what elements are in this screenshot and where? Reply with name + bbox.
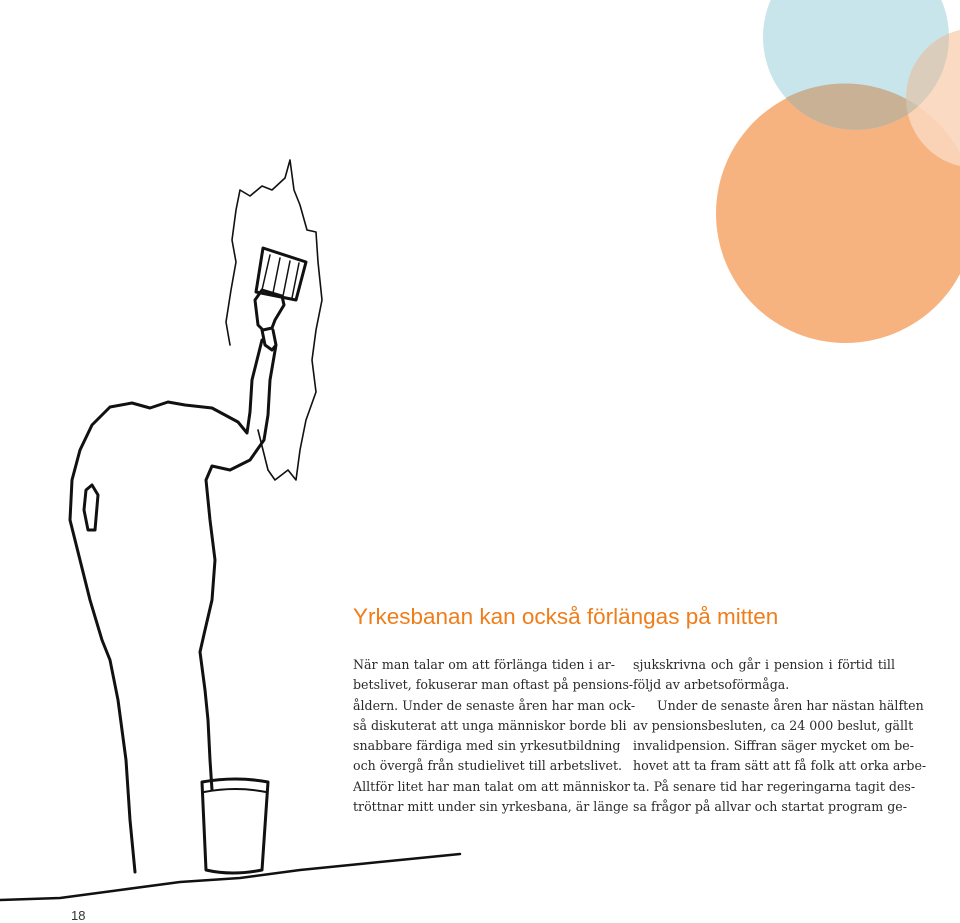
text-line: så diskuterat att unga människor borde bli [353, 717, 627, 733]
figure-outline [70, 330, 276, 872]
section-heading: Yrkesbanan kan också förlängas på mitten [353, 604, 779, 629]
page-number: 18 [71, 908, 86, 923]
body-text-left-column [353, 655, 636, 817]
brush-head [256, 248, 306, 300]
text-line: åldern. Under de senaste åren har man ock- [353, 697, 636, 713]
text-line: snabbare färdiga med sin yrkesutbildning [353, 738, 621, 754]
figure-inner-arm [84, 485, 98, 530]
text-line: När man talar om att förlänga tiden i ar- [353, 657, 615, 672]
paint-bucket [202, 779, 268, 873]
text-line: och övergå från studielivet till arbetslivet. [353, 758, 623, 774]
text-line: följd av arbetsoförmåga. [633, 677, 790, 693]
text-line: Alltför litet har man talat om att människor [353, 778, 631, 794]
text-line: Under de senaste åren har nästan hälften [657, 697, 924, 713]
text-line: av pensionsbesluten, ca 24 000 beslut, gällt [633, 717, 914, 733]
text-line: betslivet, fokuserar man oftast på pensions- [353, 677, 634, 693]
text-line: sa frågor på allvar och startat program ge- [633, 799, 908, 815]
text-line: tröttnar mitt under sin yrkesbana, är länge [353, 799, 629, 815]
body-text-right-column [633, 655, 927, 817]
ground-line [0, 854, 460, 900]
text-line: ta. På senare tid har regeringarna tagit des- [633, 778, 916, 794]
text-line: sjukskrivna och går i pension i förtid till [633, 657, 895, 672]
text-line: hovet att ta fram sätt att få folk att orka arbe- [633, 758, 927, 774]
text-line: invalidpension. Siffran säger mycket om be- [633, 738, 915, 754]
